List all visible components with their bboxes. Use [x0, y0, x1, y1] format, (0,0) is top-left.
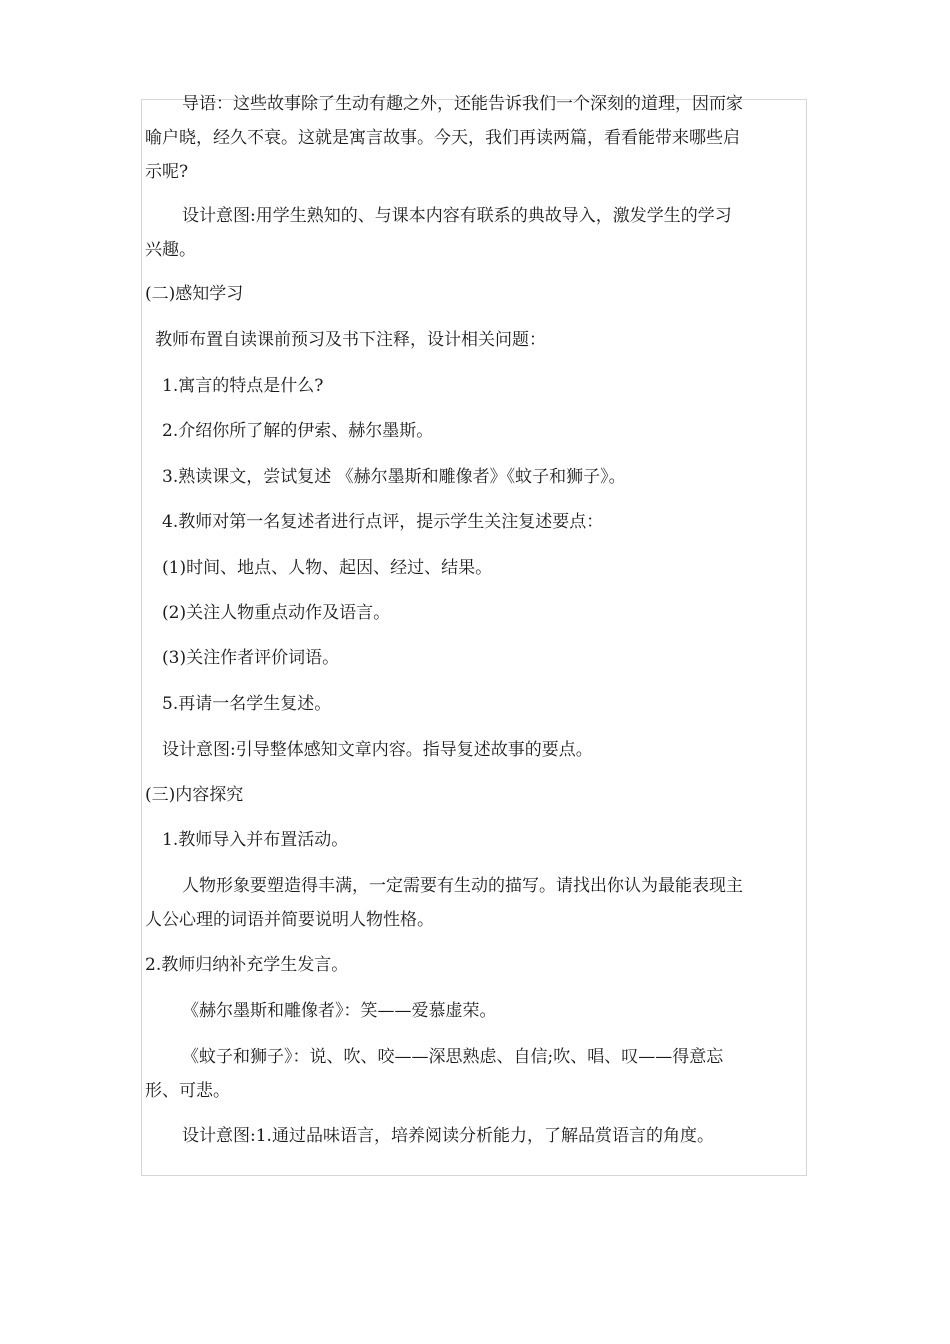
- text-line: 导语：这些故事除了生动有趣之外，还能告诉我们一个深刻的道理，因而家: [182, 94, 743, 114]
- text-line: 《赫尔墨斯和雕像者》：笑——爱慕虚荣。: [182, 1001, 497, 1021]
- section-heading: (二)感知学习: [145, 284, 244, 304]
- text-line: 人公心理的词语并简要说明人物性格。: [145, 910, 434, 930]
- list-item: 1.寓言的特点是什么?: [162, 376, 324, 396]
- list-item: 5.再请一名学生复述。: [162, 694, 332, 714]
- document-page: [141, 94, 807, 1176]
- text-line: 教师布置自读课前预习及书下注释，设计相关问题：: [155, 330, 546, 350]
- text-line: 《蚊子和狮子》：说、吹、咬——深思熟虑、自信;吹、唱、叹——得意忘: [182, 1047, 724, 1067]
- text-line: 人物形象要塑造得丰满，一定需要有生动的描写。请找出你认为最能表现主: [182, 876, 743, 896]
- text-line: 设计意图:1.通过品味语言，培养阅读分析能力，了解品赏语言的角度。: [182, 1126, 714, 1146]
- text-line: 兴趣。: [145, 240, 196, 260]
- list-item: (3)关注作者评价词语。: [162, 648, 340, 668]
- list-item: (2)关注人物重点动作及语言。: [162, 603, 391, 623]
- list-item: (1)时间、地点、人物、起因、经过、结果。: [162, 558, 493, 578]
- list-item: 2.教师归纳补充学生发言。: [145, 955, 349, 975]
- text-line: 设计意图:引导整体感知文章内容。指导复述故事的要点。: [162, 740, 593, 760]
- text-line: 设计意图:用学生熟知的、与课本内容有联系的典故导入，激发学生的学习: [182, 206, 732, 226]
- text-line: 示呢?: [145, 162, 189, 182]
- list-item: 2.介绍你所了解的伊索、赫尔墨斯。: [162, 421, 434, 441]
- section-heading: (三)内容探究: [145, 785, 244, 805]
- list-item: 1.教师导入并布置活动。: [162, 830, 349, 850]
- text-line: 形、可悲。: [145, 1081, 230, 1101]
- list-item: 3.熟读课文，尝试复述 《赫尔墨斯和雕像者》《蚊子和狮子》。: [162, 467, 626, 487]
- text-line: 喻户晓，经久不衰。这就是寓言故事。今天，我们再读两篇，看看能带来哪些启: [145, 128, 740, 148]
- list-item: 4.教师对第一名复述者进行点评，提示学生关注复述要点：: [162, 512, 604, 532]
